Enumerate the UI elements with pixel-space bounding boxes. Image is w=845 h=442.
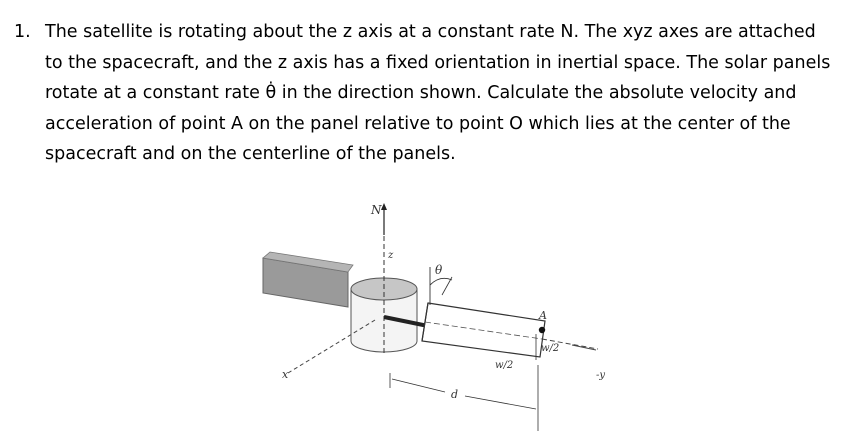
problem-line-1	[45, 17, 835, 48]
point-a	[539, 327, 545, 333]
problem-line-2	[45, 48, 835, 79]
n-arrowhead	[381, 203, 387, 210]
label-w-half-horizontal: w/2	[495, 360, 514, 371]
problem-number: 1.	[14, 22, 31, 42]
problem-line-3	[45, 78, 835, 109]
label-w-half-vertical: w/2	[541, 343, 560, 354]
dimension-d-line-a	[392, 379, 445, 392]
theta-arc	[430, 278, 452, 285]
problem-line-5-text: spacecraft and on the centerline of the panels.	[45, 144, 456, 164]
problem-line-3-text: rotate at a constant rate θ̇ in the direction shown. Calculate the absolute velocity and	[45, 83, 797, 103]
right-solar-panel	[422, 303, 545, 357]
problem-line-5	[45, 139, 835, 170]
problem-line-1-text: The satellite is rotating about the z axis at a constant rate N. The xyz axes are attached	[45, 22, 816, 42]
label-d: d	[451, 388, 459, 401]
dimension-d-line-b	[465, 396, 536, 409]
label-n: N	[371, 203, 382, 217]
label-theta: θ	[435, 263, 443, 277]
problem-line-4-text: acceleration of point A on the panel relative to point O which lies at the center of the	[45, 113, 791, 134]
satellite-figure	[250, 195, 620, 440]
problem-line-2-text: to the spacecraft, and the z axis has a fixed orientation in inertial space. The solar panels	[45, 52, 831, 73]
satellite-diagram	[250, 195, 620, 440]
theta-indicator	[442, 277, 452, 295]
label-a: A	[539, 309, 547, 322]
label-minus-y: -y	[596, 370, 606, 381]
label-z: z	[388, 250, 394, 261]
problem-line-4	[45, 109, 835, 140]
label-x: x	[282, 368, 289, 381]
problem-text	[45, 17, 835, 170]
